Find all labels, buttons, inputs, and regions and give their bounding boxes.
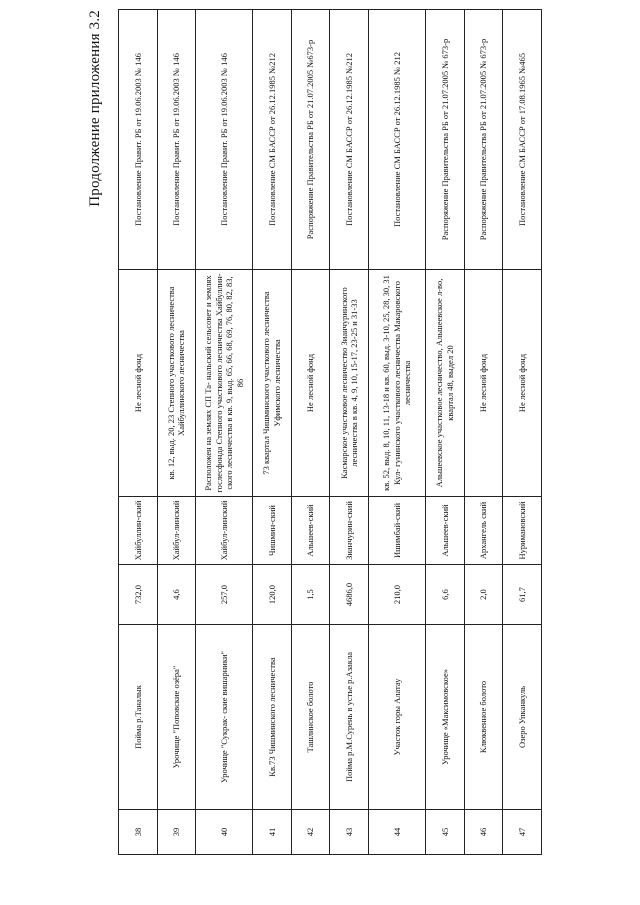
rotated-content — [80, 10, 560, 855]
cell-doc: Постановление Правит. РБ от 19.06.2003 № 146 — [157, 10, 196, 270]
cell-district: Хайбул-линский — [196, 497, 253, 565]
cell-num: 46 — [464, 810, 503, 855]
cell-location: Альшеевское участковое лесничество, Альшеевское л-во, квартал 48, выдел 20 — [425, 270, 464, 497]
cell-area: 4686,0 — [330, 565, 369, 625]
cell-num: 38 — [119, 810, 158, 855]
cell-doc: Постановление СМ БАССР от 26.12.1985 № 212 — [368, 10, 425, 270]
cell-district: Зианчурин-ский — [330, 497, 369, 565]
cell-name: Урочище «Максимовское» — [425, 625, 464, 810]
cell-name: Кв.73 Чишминского лесничества — [253, 625, 292, 810]
cell-area: 4,6 — [157, 565, 196, 625]
protected-areas-table — [118, 9, 542, 855]
cell-name: Клюквенное болото — [464, 625, 503, 810]
cell-name: Озеро Упканкуль — [503, 625, 542, 810]
table-row — [196, 10, 253, 855]
cell-location: Не лесной фонд — [119, 270, 158, 497]
cell-num: 44 — [368, 810, 425, 855]
cell-location: Касмарское участковое лесничество Зианчуринского лесничества в кв. 4, 9, 10, 15-17, 23-25 и 31-33 — [330, 270, 369, 497]
cell-num: 41 — [253, 810, 292, 855]
cell-area: 257,0 — [196, 565, 253, 625]
cell-num: 39 — [157, 810, 196, 855]
cell-location: кв. 12, выд. 20, 23 Степного участкового лесничества Хайбуллинского лесничества — [157, 270, 196, 497]
table-row — [503, 10, 542, 855]
cell-name: Участок горы Алатау — [368, 625, 425, 810]
cell-district: Нуримановский — [503, 497, 542, 565]
cell-name: Ташлинское болото — [291, 625, 330, 810]
cell-name: Пойма р.М.Сурень в устье р.Азакла — [330, 625, 369, 810]
cell-location: Расположен на землях СП Та- нальский сельсовет и землях гослесфонда Степного участкового лесничества Хайбуллин- ского лесничества в кв. 9, выд. 65, 66, 68, 69, 76, 80, 82, 83, 86 — [196, 270, 253, 497]
cell-area: 6,6 — [425, 565, 464, 625]
cell-district: Чишмин-ский — [253, 497, 292, 565]
cell-doc: Распоряжение Правительства РБ от 21.07.2005 № 673-р — [425, 10, 464, 270]
cell-doc: Постановление СМ БАССР от 17.08.1965 №465 — [503, 10, 542, 270]
cell-num: 47 — [503, 810, 542, 855]
cell-district: Альшеев-ский — [291, 497, 330, 565]
cell-num: 43 — [330, 810, 369, 855]
cell-district: Хайбул-линский — [157, 497, 196, 565]
cell-area: 61,7 — [503, 565, 542, 625]
table-row — [291, 10, 330, 855]
table-row — [464, 10, 503, 855]
cell-doc: Постановление СМ БАССР от 26.12.1985 №212 — [253, 10, 292, 270]
cell-location: 73 квартал Чишминского участкового лесничества Уфимского лесничества — [253, 270, 292, 497]
cell-location: Не лесной фонд — [464, 270, 503, 497]
cell-area: 120,0 — [253, 565, 292, 625]
cell-location: Не лесной фонд — [503, 270, 542, 497]
cell-area: 1,5 — [291, 565, 330, 625]
cell-area: 2,0 — [464, 565, 503, 625]
cell-district: Ишимбай-ский — [368, 497, 425, 565]
table-row — [157, 10, 196, 855]
cell-location: кв. 52, выд. 8, 10, 11, 13-18 и кв. 60, выд. 3-10, 25, 28, 30, 31 Кул- гунинского участкового лесничества Макаровского лесничества — [368, 270, 425, 497]
cell-name: Урочище "Поповские озёра" — [157, 625, 196, 810]
cell-doc: Распоряжение Правительства РБ от 21.07.2005 №673-р — [291, 10, 330, 270]
cell-district: Альшеев-ский — [425, 497, 464, 565]
cell-doc: Постановление СМ БАССР от 26.12.1985 №212 — [330, 10, 369, 270]
cell-doc: Распоряжение Правительства РБ от 21.07.2005 № 673-р — [464, 10, 503, 270]
cell-name: Пойма р.Таналык — [119, 625, 158, 810]
table-row — [330, 10, 369, 855]
cell-location: Не лесной фонд — [291, 270, 330, 497]
cell-num: 40 — [196, 810, 253, 855]
table-row — [368, 10, 425, 855]
cell-num: 42 — [291, 810, 330, 855]
cell-district: Хайбуллин-ский — [119, 497, 158, 565]
cell-name: Урочище "Сукрак- ские вишарники" — [196, 625, 253, 810]
cell-area: 210,0 — [368, 565, 425, 625]
cell-doc: Постановление Правит. РБ от 19.06.2003 № 146 — [196, 10, 253, 270]
table-row — [119, 10, 158, 855]
cell-num: 45 — [425, 810, 464, 855]
table-row — [425, 10, 464, 855]
cell-area: 732,0 — [119, 565, 158, 625]
cell-district: Архангель ский — [464, 497, 503, 565]
page-heading: Продолжение приложения 3.2 — [87, 10, 103, 207]
table-row — [253, 10, 292, 855]
cell-doc: Постановление Правит. РБ от 19.06.2003 № 146 — [119, 10, 158, 270]
